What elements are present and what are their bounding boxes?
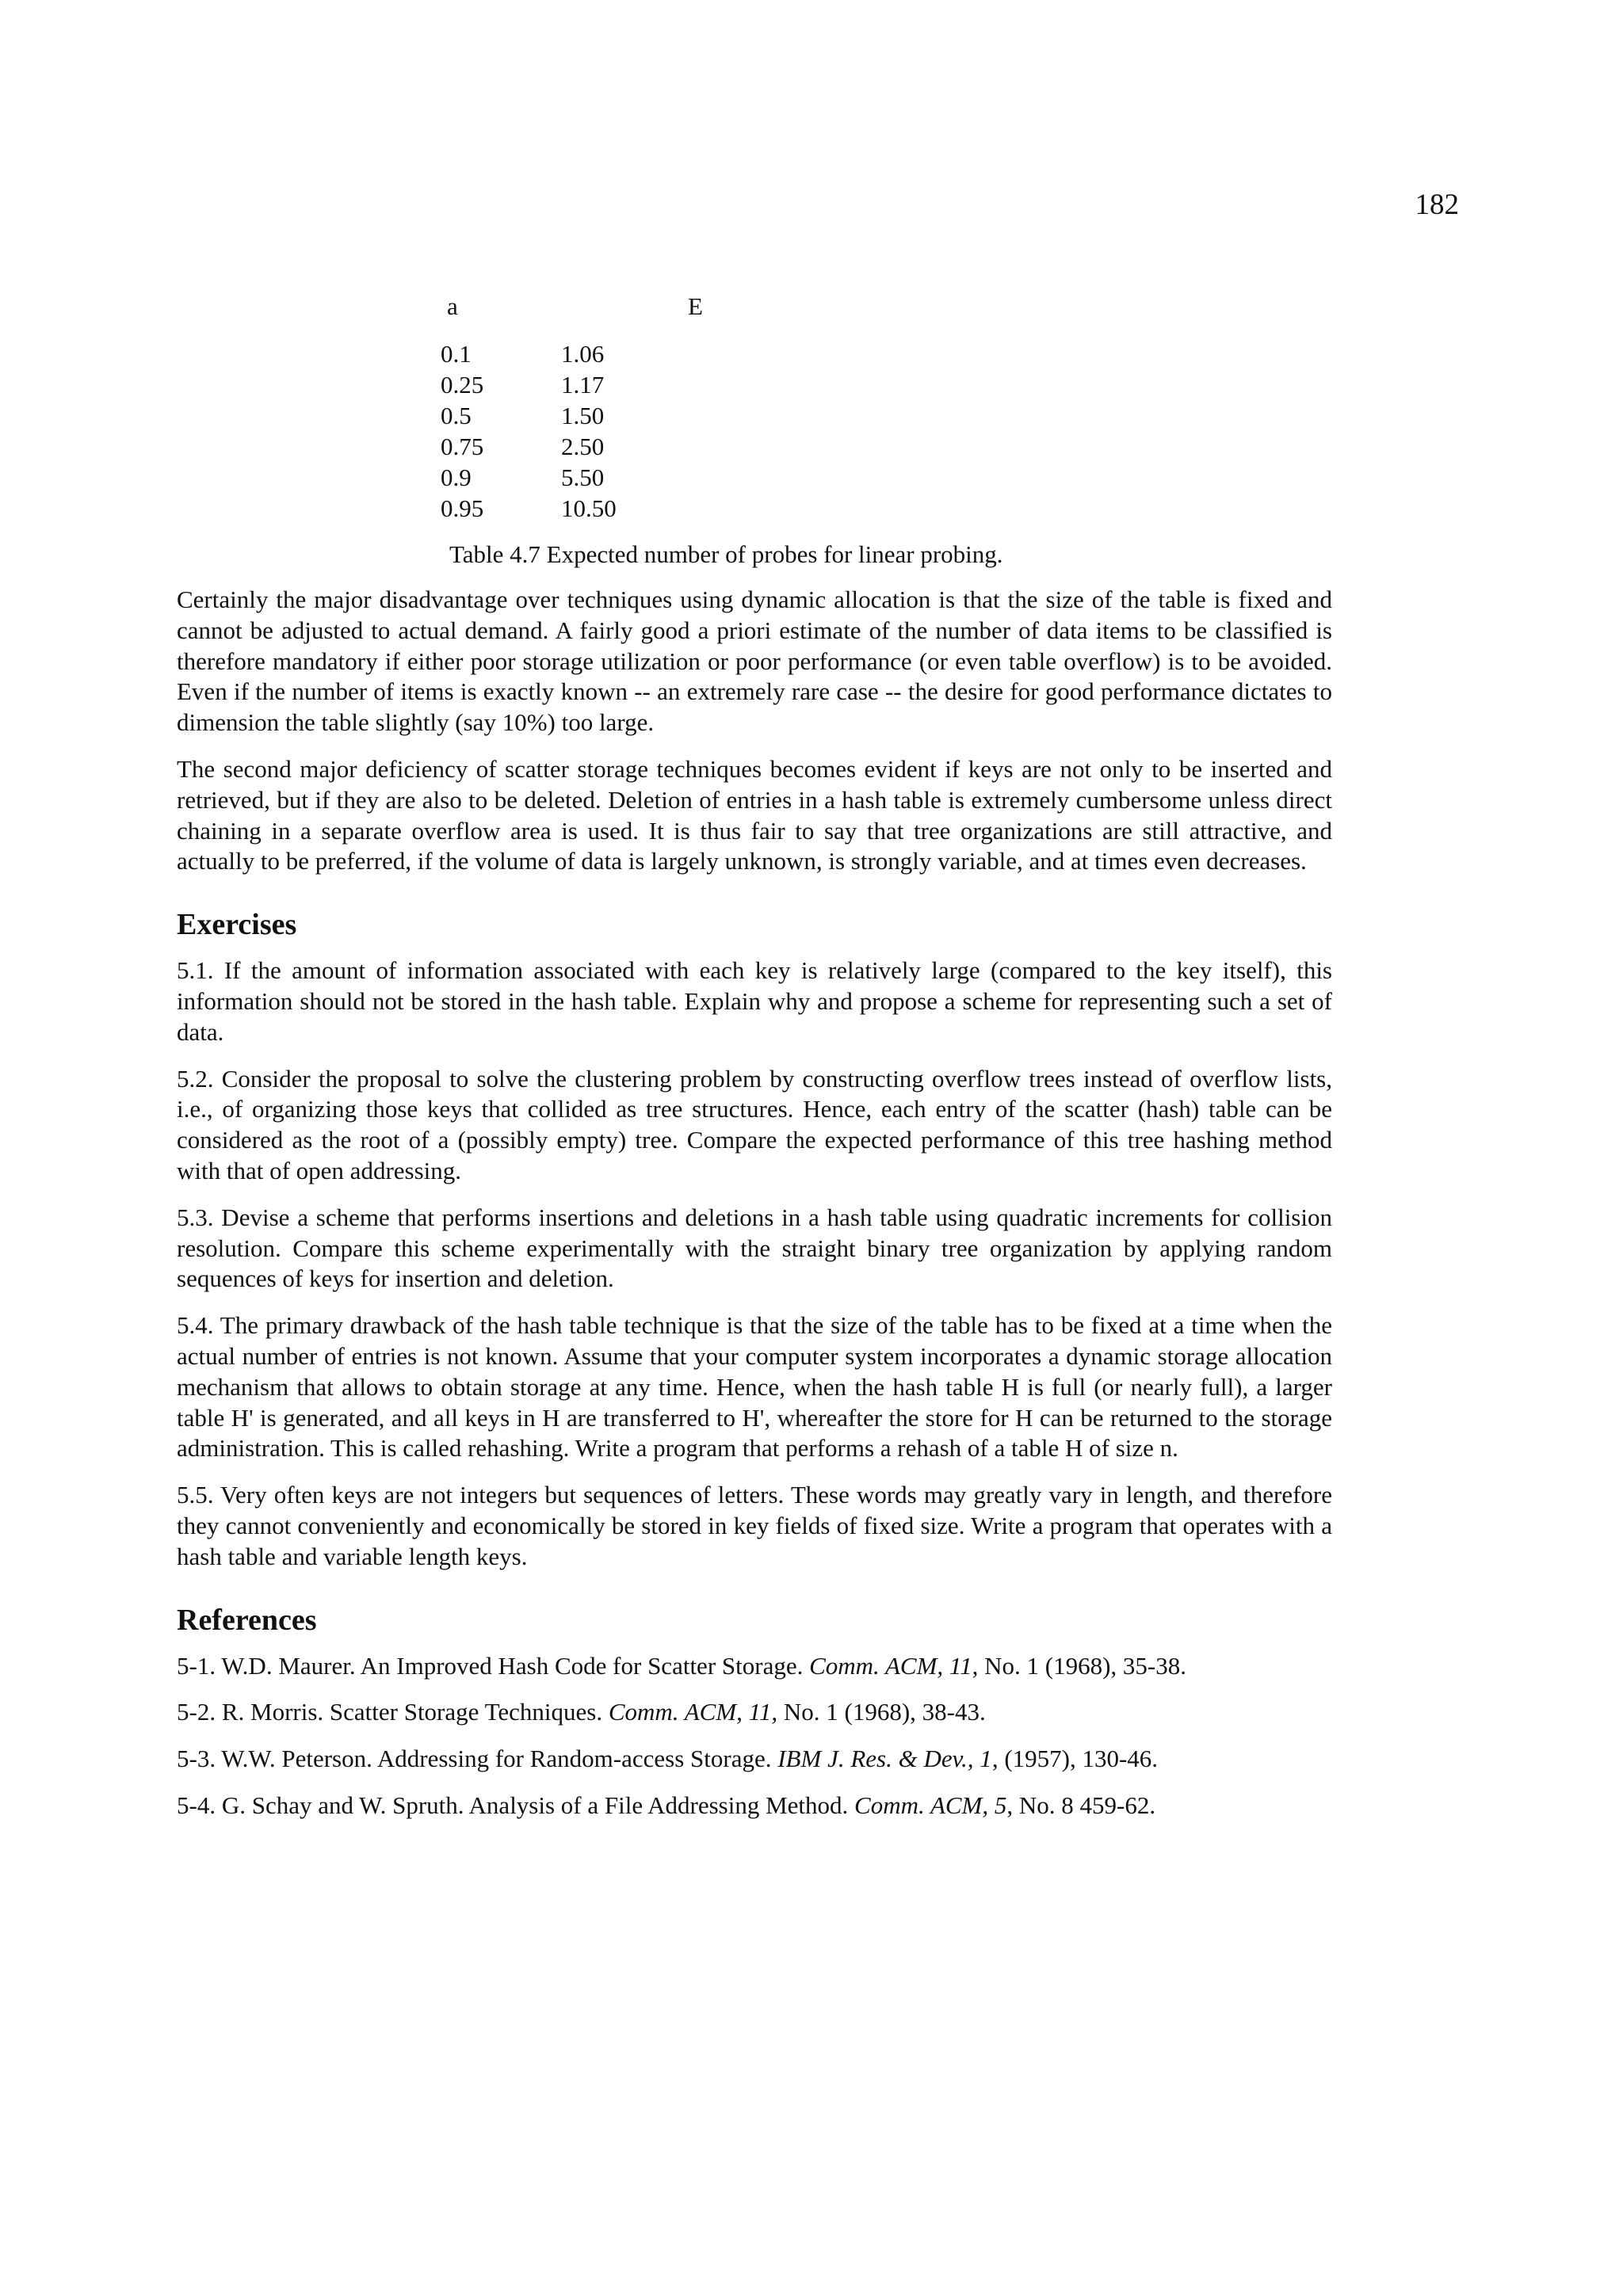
reference-item: [177, 1697, 1332, 1728]
table-header-e: E: [688, 292, 703, 320]
body-paragraph: The second major deficiency of scatter storage techniques becomes evident if keys are not only to be inserted and retrieved, but if they are also to be deleted. Deletion of entries in a hash table is extremely cumbersome unless direct chaining in a separate overflow area is used. It is thus fair to say that tree organizations are still attractive, and actually to be preferred, if the volume of data is largely unknown, is strongly variable, and at times even decreases.: [177, 754, 1332, 875]
table-cell-e: 1.06: [561, 340, 605, 368]
reference-text: , (1957), 130-46.: [991, 1745, 1159, 1773]
table-header-a: a: [447, 292, 458, 320]
table-cell-e: 5.50: [561, 463, 605, 491]
exercise-item: 5.4. The primary drawback of the hash table technique is that the size of the table has to be fixed at a time when the actual number of entries is not known. Assume that your computer system incorporates a dynamic storage allocation mechanism that allows to obtain storage at any time. Hence, when the hash table H is full (or nearly full), a larger table H' is generated, and all keys in H are transferred to H', whereafter the store for H can be returned to the storage administration. This is called rehashing. Write a program that performs a rehash of a table H of size n.: [177, 1311, 1332, 1463]
reference-text: , No. 8 459-62.: [1006, 1791, 1156, 1819]
main-text: [177, 585, 1332, 1837]
table-header-row: [441, 291, 703, 338]
probe-table: [441, 291, 703, 524]
reference-journal: Comm. ACM, 5: [854, 1791, 1007, 1819]
table-cell-a: 0.75: [441, 433, 484, 460]
table-row: [441, 493, 703, 524]
table-cell-a: 0.1: [441, 340, 472, 368]
body-paragraph: Certainly the major disadvantage over techniques using dynamic allocation is that the size of the table is fixed and cannot be adjusted to actual demand. A fairly good a priori estimate of the number of data items to be classified is therefore mandatory if either poor storage utilization or poor performance (or even table overflow) is to be avoided. Even if the number of items is exactly known -- an extremely rare case -- the desire for good performance dictates to dimension the table slightly (say 10%) too large.: [177, 585, 1332, 737]
reference-item: [177, 1744, 1332, 1775]
table-cell-e: 10.50: [561, 494, 617, 522]
references-heading: References: [177, 1603, 317, 1637]
table-cell-e: 2.50: [561, 433, 605, 460]
probe-table-block: [441, 291, 703, 524]
table-row: [441, 338, 703, 369]
table-row: [441, 369, 703, 400]
table-cell-a: 0.5: [441, 402, 472, 429]
reference-item: [177, 1791, 1332, 1821]
reference-text: 5-4. G. Schay and W. Spruth. Analysis of a File Addressing Method.: [177, 1791, 855, 1819]
exercise-item: 5.3. Devise a scheme that performs insertions and deletions in a hash table using quadratic increments for collision resolution. Compare this scheme experimentally with the straight binary tree organization by applying random sequences of keys for insertion and deletion.: [177, 1203, 1332, 1293]
reference-journal: Comm. ACM, 11,: [608, 1698, 778, 1726]
exercise-item: 5.5. Very often keys are not integers but sequences of letters. These words may greatly vary in length, and therefore they cannot conveniently and economically be stored in key fields of fixed size. Write a program that operates with a hash table and variable length keys.: [177, 1481, 1332, 1570]
table-row: [441, 400, 703, 431]
table-cell-e: 1.50: [561, 402, 605, 429]
exercises-heading: Exercises: [177, 908, 297, 942]
reference-journal: IBM J. Res. & Dev., 1: [777, 1745, 992, 1773]
table-cell-e: 1.17: [561, 371, 605, 399]
reference-journal: Comm. ACM, 11: [809, 1651, 972, 1680]
table-row: [441, 462, 703, 493]
table-cell-a: 0.9: [441, 463, 472, 491]
exercise-item: 5.2. Consider the proposal to solve the clustering problem by constructing overflow trees instead of overflow lists, i.e., of organizing those keys that collided as tree structures. Hence, each entry of the scatter (hash) table can be considered as the root of a (possibly empty) tree. Compare the expected performance of this tree hashing method with that of open addressing.: [177, 1064, 1332, 1184]
reference-text: 5-1. W.D. Maurer. An Improved Hash Code for Scatter Storage.: [177, 1651, 810, 1680]
reference-text: , No. 1 (1968), 35-38.: [972, 1651, 1186, 1680]
table-row: [441, 431, 703, 462]
page-number: 182: [1415, 189, 1459, 221]
reference-text: 5-3. W.W. Peterson. Addressing for Random-access Storage.: [177, 1745, 778, 1773]
reference-text: 5-2. R. Morris. Scatter Storage Techniques.: [177, 1698, 609, 1726]
table-caption: Table 4.7 Expected number of probes for linear probing.: [449, 540, 1003, 568]
reference-item: [177, 1651, 1332, 1682]
table-cell-a: 0.25: [441, 371, 484, 399]
reference-text: No. 1 (1968), 38-43.: [777, 1698, 986, 1726]
table-cell-a: 0.95: [441, 494, 484, 522]
exercise-item: 5.1. If the amount of information associated with each key is relatively large (compared to the key itself), this information should not be stored in the hash table. Explain why and propose a scheme for representing such a set of data.: [177, 956, 1332, 1046]
